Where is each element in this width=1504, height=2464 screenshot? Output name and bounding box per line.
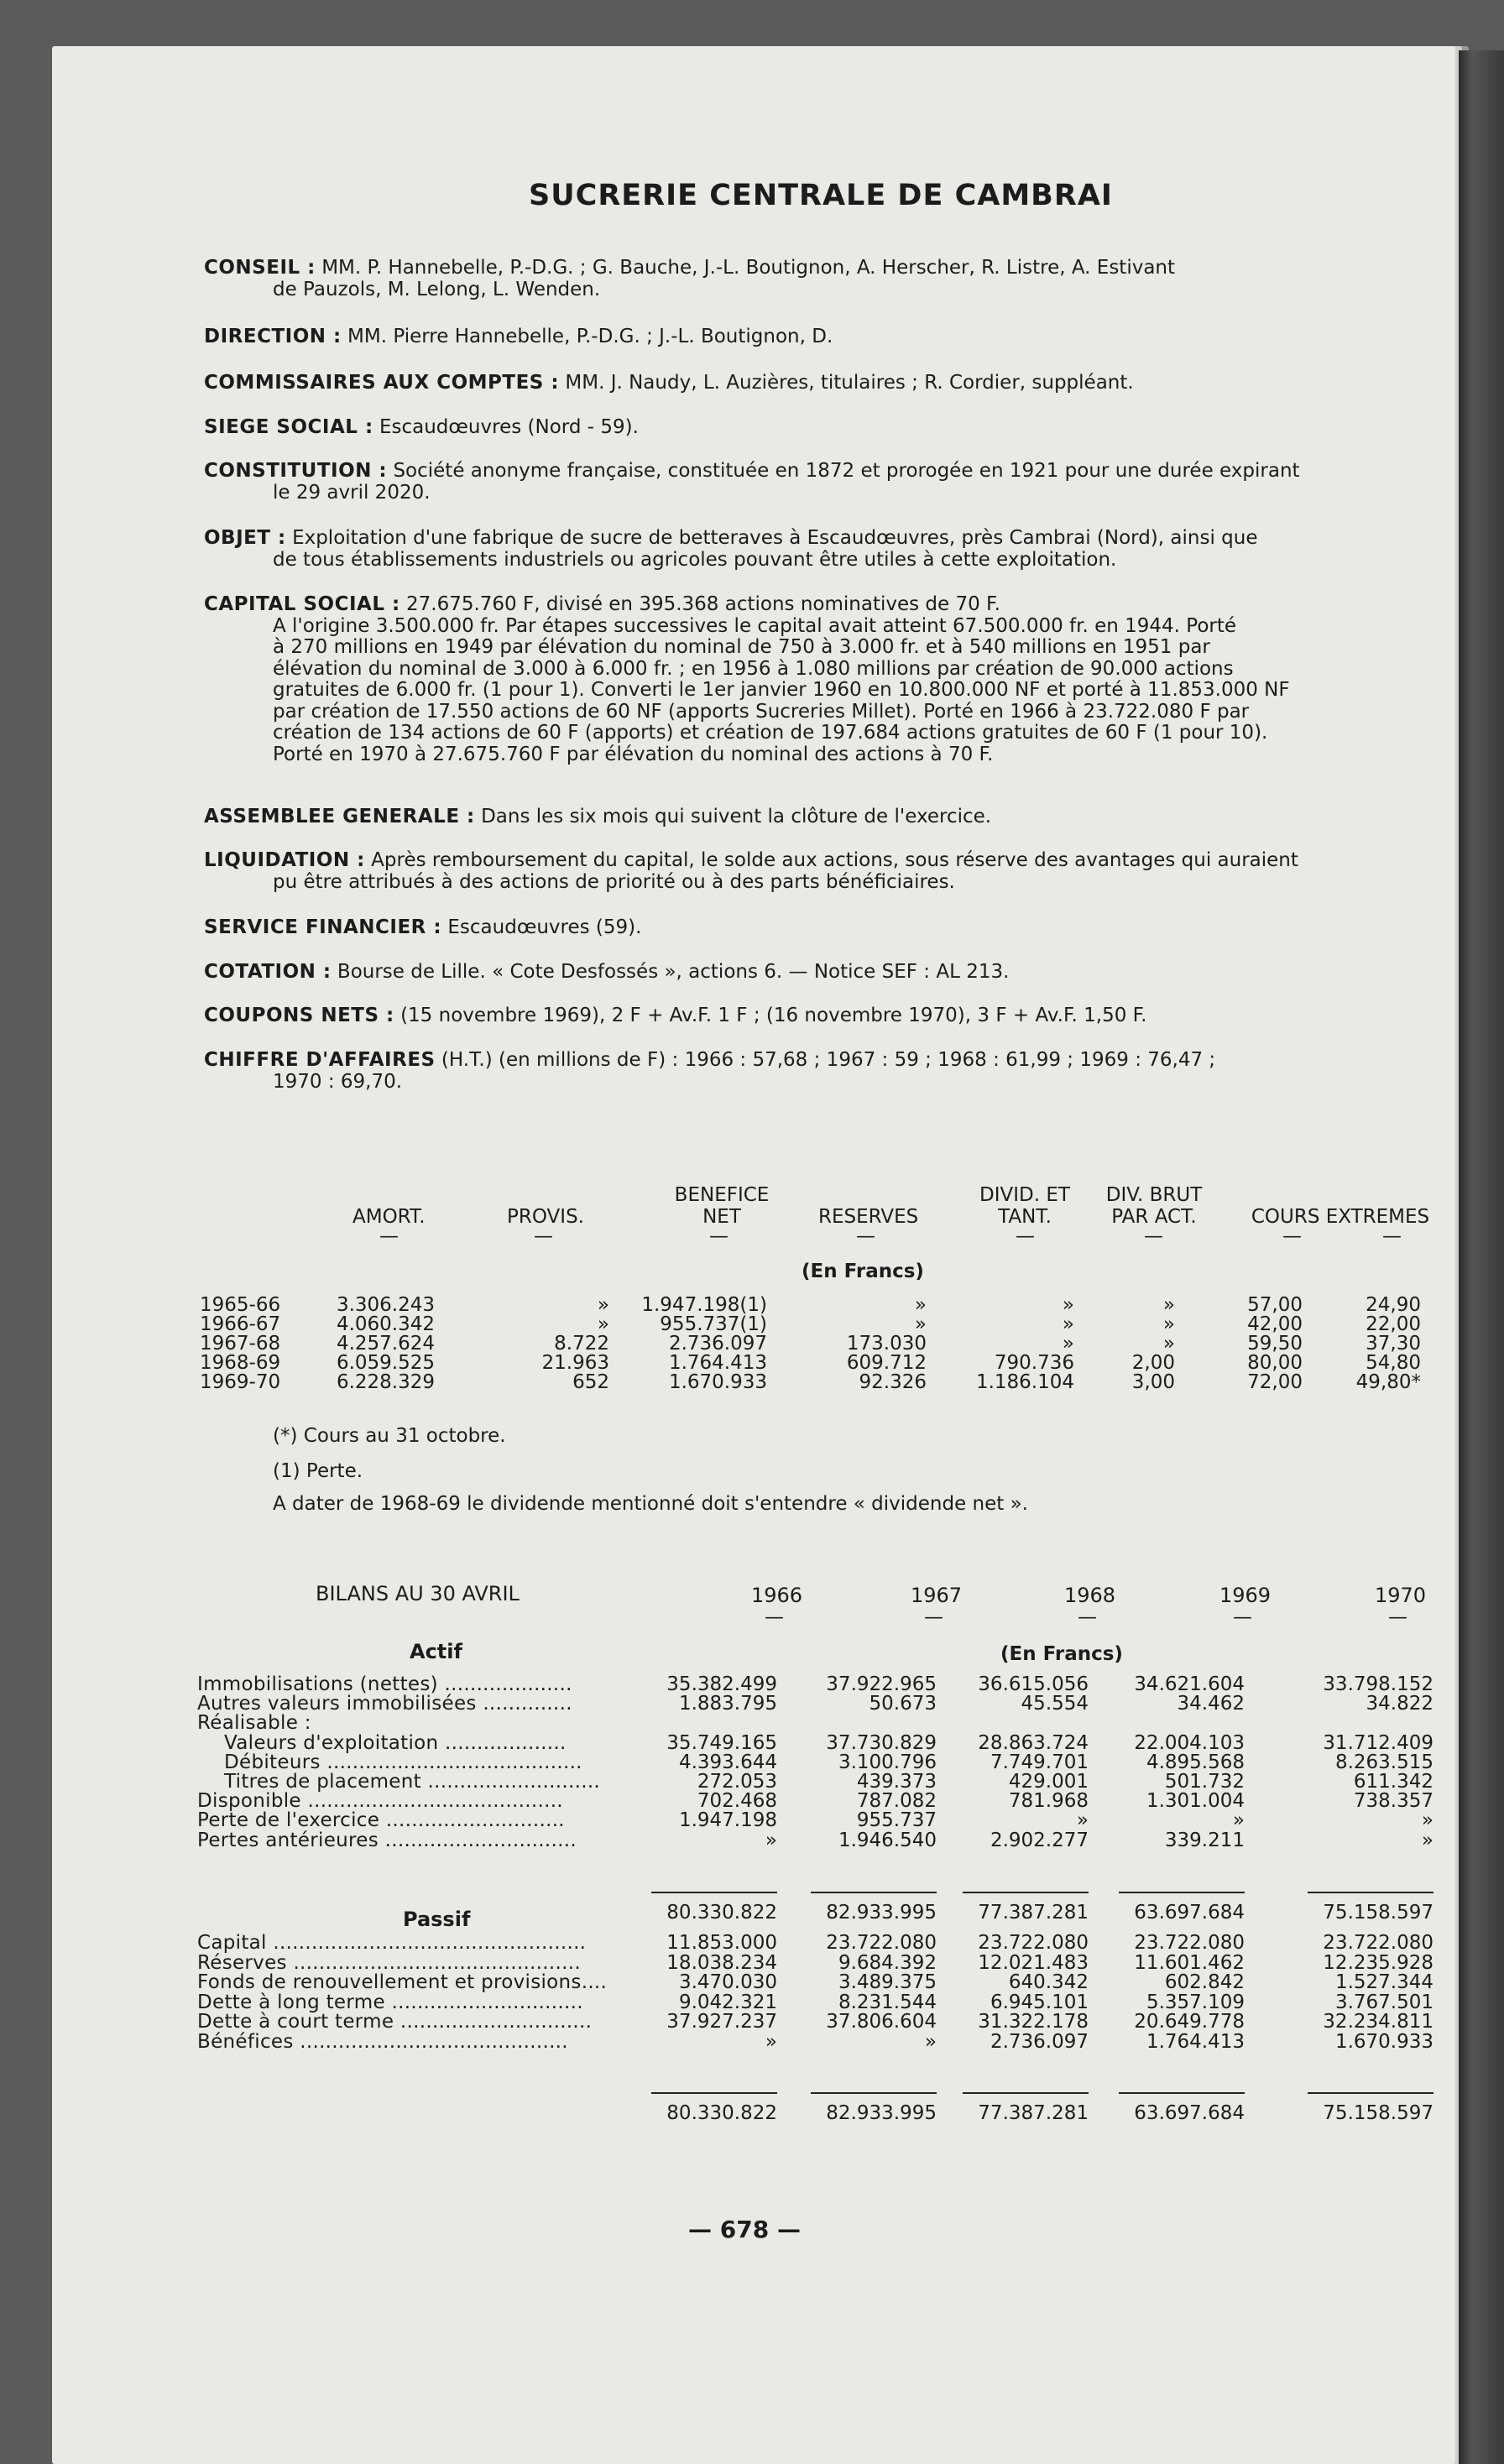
cell-value: 22,00 bbox=[1366, 1313, 1421, 1335]
passif-value: 12.021.483 bbox=[978, 1951, 1089, 1974]
passif-value: 3.470.030 bbox=[678, 1971, 777, 1994]
section-liquidation bbox=[204, 849, 1446, 893]
cell-value: 3,00 bbox=[1131, 1371, 1175, 1393]
page-title: SUCRERIE CENTRALE DE CAMBRAI bbox=[529, 179, 1113, 212]
actif-value: 36.615.056 bbox=[978, 1673, 1089, 1695]
actif-value: 37.730.829 bbox=[826, 1731, 937, 1754]
header-dash: — bbox=[379, 1225, 399, 1247]
header-dash: — bbox=[1382, 1225, 1402, 1247]
actif-value: 272.053 bbox=[697, 1771, 777, 1793]
total-rule bbox=[963, 1892, 1089, 1893]
actif-row bbox=[0, 1751, 1504, 1773]
header-dash: — bbox=[1016, 1225, 1035, 1247]
capital-line: élévation du nominal de 3.000 à 6.000 fr. ; en 1956 à 1.080 millions par création de 90.000 actions bbox=[273, 657, 1234, 680]
cell-value: 173.030 bbox=[846, 1333, 927, 1355]
passif-value: 37.806.604 bbox=[826, 2011, 937, 2033]
total-value: 63.697.684 bbox=[1134, 1902, 1245, 1924]
section-siege bbox=[204, 416, 1446, 438]
actif-value: 702.468 bbox=[697, 1790, 777, 1813]
actif-value: 35.749.165 bbox=[666, 1731, 777, 1754]
col-header-div-brut: DIV. BRUT PAR ACT. bbox=[1105, 1184, 1203, 1228]
actif-label: Immobilisations (nettes) .................... bbox=[197, 1673, 572, 1695]
section-text: 27.675.760 F, divisé en 395.368 actions nominatives de 70 F. bbox=[406, 593, 1000, 615]
row-period: 1965-66 bbox=[200, 1294, 281, 1316]
note-cours: (*) Cours au 31 octobre. bbox=[273, 1425, 506, 1447]
bilan-year: 1969 bbox=[1219, 1584, 1272, 1607]
actif-value: 1.946.540 bbox=[838, 1829, 937, 1851]
passif-value: » bbox=[765, 2031, 777, 2053]
actif-row bbox=[0, 1790, 1504, 1812]
section-key: ASSEMBLEE GENERALE : bbox=[204, 806, 475, 827]
cell-value: 1.186.104 bbox=[975, 1371, 1074, 1393]
cell-value: 80,00 bbox=[1247, 1352, 1303, 1374]
cell-value: 54,80 bbox=[1366, 1352, 1421, 1374]
total-rule bbox=[651, 1892, 777, 1893]
actif-value: 339.211 bbox=[1164, 1829, 1245, 1851]
section-text: MM. P. Hannebelle, P.-D.G. ; G. Bauche, J.-L. Boutignon, A. Herscher, R. Listre, A. Estivant bbox=[321, 257, 1176, 279]
actif-row bbox=[0, 1693, 1504, 1715]
actif-value: 501.732 bbox=[1164, 1771, 1245, 1793]
cell-value: 37,30 bbox=[1366, 1333, 1421, 1355]
section-text: Société anonyme française, constituée en 1872 et prorogée en 1921 pour une durée expirant bbox=[393, 460, 1300, 482]
cell-value: 72,00 bbox=[1247, 1371, 1303, 1393]
cell-value: 2.736.097 bbox=[668, 1333, 767, 1355]
cell-value: 4.257.624 bbox=[336, 1333, 435, 1355]
actif-value: 22.004.103 bbox=[1134, 1731, 1245, 1754]
passif-value: 1.764.413 bbox=[1146, 2031, 1245, 2053]
total-value: 80.330.822 bbox=[666, 1902, 777, 1924]
header-dash: — bbox=[709, 1225, 728, 1247]
actif-value: 34.462 bbox=[1177, 1693, 1245, 1715]
col-header-divid: DIVID. ET TANT. bbox=[979, 1184, 1070, 1228]
actif-label: Réalisable : bbox=[197, 1712, 311, 1735]
actif-value: 50.673 bbox=[869, 1693, 937, 1715]
section-text: (H.T.) (en millions de F) : 1966 : 57,68 ; 1967 : 59 ; 1968 : 61,99 ; 1969 : 76,47 ; bbox=[441, 1049, 1216, 1071]
total-value: 80.330.822 bbox=[666, 2102, 777, 2124]
section-key: CHIFFRE D'AFFAIRES bbox=[204, 1049, 436, 1071]
actif-value: 35.382.499 bbox=[666, 1673, 777, 1695]
section-text: Escaudœuvres (59). bbox=[447, 916, 642, 938]
section-key: SERVICE FINANCIER : bbox=[204, 916, 442, 938]
passif-value: 1.670.933 bbox=[1334, 2031, 1434, 2053]
actif-value: » bbox=[1421, 1829, 1434, 1851]
section-text: Escaudœuvres (Nord - 59). bbox=[379, 416, 639, 438]
actif-row bbox=[0, 1673, 1504, 1695]
actif-value: 1.301.004 bbox=[1146, 1790, 1245, 1813]
row-period: 1967-68 bbox=[200, 1333, 281, 1355]
actif-value: 28.863.724 bbox=[978, 1731, 1089, 1754]
cell-value: 652 bbox=[572, 1371, 609, 1393]
section-key: SIEGE SOCIAL : bbox=[204, 416, 373, 438]
table-row bbox=[0, 1371, 1504, 1393]
passif-label: Bénéfices .......................................... bbox=[197, 2031, 568, 2053]
bilan-year: 1970 bbox=[1375, 1584, 1427, 1607]
actif-label: Pertes antérieures .............................. bbox=[197, 1829, 577, 1851]
section-key: LIQUIDATION : bbox=[204, 849, 365, 871]
year-dash: — bbox=[1078, 1606, 1097, 1628]
cell-value: » bbox=[597, 1313, 609, 1335]
section-direction bbox=[204, 326, 1446, 347]
section-coupons bbox=[204, 1005, 1446, 1026]
capital-line: Porté en 1970 à 27.675.760 F par élévation du nominal des actions à 70 F. bbox=[273, 743, 994, 765]
total-rule bbox=[651, 2092, 777, 2094]
actif-value: 8.263.515 bbox=[1334, 1751, 1434, 1773]
book-edge bbox=[1459, 50, 1504, 2464]
cell-value: 21.963 bbox=[541, 1352, 609, 1374]
section-text-2: de Pauzols, M. Lelong, L. Wenden. bbox=[273, 279, 601, 300]
total-rule bbox=[1308, 1892, 1434, 1893]
row-period: 1966-67 bbox=[200, 1313, 281, 1335]
cell-value: 2,00 bbox=[1131, 1352, 1175, 1374]
passif-value: 9.684.392 bbox=[838, 1951, 937, 1974]
actif-value: 4.895.568 bbox=[1146, 1751, 1245, 1773]
passif-value: 3.767.501 bbox=[1334, 1991, 1434, 2013]
total-rule bbox=[811, 2092, 937, 2094]
section-assemblee bbox=[204, 806, 1446, 827]
section-capital bbox=[204, 594, 1446, 765]
cell-value: » bbox=[1162, 1294, 1175, 1316]
total-value: 77.387.281 bbox=[978, 2102, 1089, 2124]
actif-value: » bbox=[1076, 1809, 1089, 1832]
section-text: Dans les six mois qui suivent la clôture de l'exercice. bbox=[481, 806, 992, 827]
cell-value: 6.228.329 bbox=[336, 1371, 435, 1393]
passif-value: 12.235.928 bbox=[1323, 1951, 1434, 1974]
cell-value: 24,90 bbox=[1366, 1294, 1421, 1316]
total-value: 82.933.995 bbox=[826, 1902, 937, 1924]
total-rule bbox=[1308, 2092, 1434, 2094]
passif-value: 2.736.097 bbox=[990, 2031, 1089, 2053]
actif-value: 429.001 bbox=[1008, 1771, 1089, 1793]
section-key: COMMISSAIRES AUX COMPTES : bbox=[204, 372, 560, 394]
header-dash: — bbox=[1282, 1225, 1302, 1247]
cell-value: 8.722 bbox=[554, 1333, 609, 1355]
section-text: MM. J. Naudy, L. Auzières, titulaires ; R. Cordier, suppléant. bbox=[565, 372, 1134, 394]
cell-value: 42,00 bbox=[1247, 1313, 1303, 1335]
section-key: DIRECTION : bbox=[204, 326, 342, 347]
section-key: COUPONS NETS : bbox=[204, 1005, 394, 1026]
actif-value: 37.922.965 bbox=[826, 1673, 937, 1695]
actif-value: 4.393.644 bbox=[678, 1751, 777, 1773]
section-text-2: 1970 : 69,70. bbox=[273, 1071, 403, 1093]
cell-value: 790.736 bbox=[994, 1352, 1074, 1374]
actif-label: Actif bbox=[410, 1640, 462, 1663]
cell-value: 59,50 bbox=[1247, 1333, 1303, 1355]
actif-label: Perte de l'exercice ............................ bbox=[197, 1809, 565, 1832]
passif-value: 11.853.000 bbox=[666, 1932, 777, 1954]
total-value: 75.158.597 bbox=[1323, 2102, 1434, 2124]
section-constitution bbox=[204, 460, 1446, 504]
actif-value: 781.968 bbox=[1008, 1790, 1089, 1813]
actif-value: 34.621.604 bbox=[1134, 1673, 1245, 1695]
actif-label: Débiteurs ........................................ bbox=[224, 1751, 582, 1773]
actif-row bbox=[0, 1830, 1504, 1851]
actif-row bbox=[0, 1771, 1504, 1793]
passif-value: 602.842 bbox=[1164, 1971, 1245, 1994]
passif-value: 3.489.375 bbox=[838, 1971, 937, 1994]
capital-line: A l'origine 3.500.000 fr. Par étapes successives le capital avait atteint 67.500.000 fr. en 1944. Porté bbox=[273, 614, 1237, 637]
section-text: MM. Pierre Hannebelle, P.-D.G. ; J.-L. Boutignon, D. bbox=[347, 326, 833, 347]
col-header-amort: AMORT. bbox=[352, 1206, 426, 1228]
page-number: — 678 — bbox=[688, 2216, 801, 2243]
note-perte: (1) Perte. bbox=[273, 1460, 363, 1482]
bilan-year: 1967 bbox=[911, 1584, 963, 1607]
section-cotation bbox=[204, 961, 1446, 983]
header-dash: — bbox=[1144, 1225, 1163, 1247]
actif-value: 31.712.409 bbox=[1323, 1731, 1434, 1754]
cell-value: » bbox=[1062, 1313, 1074, 1335]
section-text: (15 novembre 1969), 2 F + Av.F. 1 F ; (16 novembre 1970), 3 F + Av.F. 1,50 F. bbox=[400, 1005, 1147, 1026]
bilan-year: 1966 bbox=[751, 1584, 803, 1607]
actif-value: 738.357 bbox=[1353, 1790, 1434, 1813]
actif-row bbox=[0, 1712, 1504, 1734]
passif-label: Fonds de renouvellement et provisions.... bbox=[197, 1971, 608, 1994]
passif-value: 23.722.080 bbox=[1134, 1932, 1245, 1954]
passif-value: 18.038.234 bbox=[666, 1951, 777, 1974]
year-dash: — bbox=[1233, 1606, 1252, 1628]
passif-row bbox=[0, 2011, 1504, 2033]
section-text-2: le 29 avril 2020. bbox=[273, 482, 431, 504]
capital-line: gratuites de 6.000 fr. (1 pour 1). Converti le 1er janvier 1960 en 10.800.000 NF et porté à 11.853.000 NF bbox=[273, 679, 1290, 701]
actif-value: » bbox=[1421, 1809, 1434, 1832]
passif-label: Capital ................................................. bbox=[197, 1932, 587, 1954]
passif-value: 23.722.080 bbox=[978, 1932, 1089, 1954]
cell-value: 49,80* bbox=[1355, 1371, 1421, 1393]
total-value: 82.933.995 bbox=[826, 2102, 937, 2124]
passif-value: 5.357.109 bbox=[1146, 1991, 1245, 2013]
total-rule bbox=[1119, 2092, 1245, 2094]
section-key: CONSEIL : bbox=[204, 257, 316, 279]
year-dash: — bbox=[1388, 1606, 1407, 1628]
passif-value: 640.342 bbox=[1008, 1971, 1089, 1994]
col-header-cours: COURS EXTREMES bbox=[1251, 1206, 1430, 1228]
cell-value: 57,00 bbox=[1247, 1294, 1303, 1316]
passif-label: Passif bbox=[403, 1908, 471, 1931]
capital-line: par création de 17.550 actions de 60 NF (apports Sucreries Millet). Porté en 1966 à 23.722.080 F par bbox=[273, 700, 1250, 723]
cell-value: 1.764.413 bbox=[668, 1352, 767, 1374]
year-dash: — bbox=[765, 1606, 784, 1628]
actif-value: 787.082 bbox=[856, 1790, 937, 1813]
actif-value: 33.798.152 bbox=[1323, 1673, 1434, 1695]
section-text: Bourse de Lille. « Cote Desfossés », actions 6. — Notice SEF : AL 213. bbox=[337, 961, 1010, 983]
bilans-unit: (En Francs) bbox=[1000, 1643, 1123, 1665]
passif-value: 37.927.237 bbox=[666, 2011, 777, 2033]
actif-value: 7.749.701 bbox=[990, 1751, 1089, 1773]
table-unit: (En Francs) bbox=[802, 1261, 924, 1282]
row-period: 1969-70 bbox=[200, 1371, 281, 1393]
passif-value: 23.722.080 bbox=[826, 1932, 937, 1954]
cell-value: 955.737(1) bbox=[660, 1313, 767, 1335]
actif-value: 1.883.795 bbox=[678, 1693, 777, 1715]
cell-value: 609.712 bbox=[846, 1352, 927, 1374]
passif-row bbox=[0, 1992, 1504, 2013]
actif-value: 1.947.198 bbox=[678, 1809, 777, 1832]
cell-value: » bbox=[1162, 1333, 1175, 1355]
total-value: 63.697.684 bbox=[1134, 2102, 1245, 2124]
actif-label: Disponible ........................................ bbox=[197, 1790, 563, 1813]
section-commissaires bbox=[204, 372, 1446, 394]
section-key: OBJET : bbox=[204, 527, 286, 549]
cell-value: » bbox=[1162, 1313, 1175, 1335]
total-value: 75.158.597 bbox=[1323, 1902, 1434, 1924]
section-text-2: pu être attribués à des actions de priorité ou à des parts bénéficiaires. bbox=[273, 871, 955, 893]
total-rule bbox=[963, 2092, 1089, 2094]
cell-value: » bbox=[914, 1294, 927, 1316]
cell-value: 92.326 bbox=[859, 1371, 927, 1393]
actif-value: » bbox=[765, 1829, 777, 1851]
passif-value: 1.527.344 bbox=[1334, 1971, 1434, 1994]
actif-value: 2.902.277 bbox=[990, 1829, 1089, 1851]
section-key: CAPITAL SOCIAL : bbox=[204, 593, 400, 615]
passif-value: 31.322.178 bbox=[978, 2011, 1089, 2033]
passif-row bbox=[0, 1971, 1504, 1993]
cell-value: » bbox=[597, 1294, 609, 1316]
actif-row bbox=[0, 1732, 1504, 1754]
total-rule bbox=[811, 1892, 937, 1893]
passif-label: Dette à court terme .............................. bbox=[197, 2011, 593, 2033]
passif-value: 6.945.101 bbox=[990, 1991, 1089, 2013]
bilans-title: BILANS AU 30 AVRIL bbox=[316, 1582, 520, 1605]
section-chiffre-affaires bbox=[204, 1049, 1446, 1093]
actif-value: 45.554 bbox=[1021, 1693, 1089, 1715]
capital-line: à 270 millions en 1949 par élévation du nominal de 750 à 3.000 fr. et à 540 millions en 1951 par bbox=[273, 636, 1210, 658]
section-key: COTATION : bbox=[204, 961, 332, 983]
section-key: CONSTITUTION : bbox=[204, 460, 388, 482]
cell-value: 4.060.342 bbox=[336, 1313, 435, 1335]
actif-value: 955.737 bbox=[856, 1809, 937, 1832]
actif-label: Titres de placement ........................... bbox=[224, 1771, 601, 1793]
actif-value: 611.342 bbox=[1353, 1771, 1434, 1793]
passif-value: 20.649.778 bbox=[1134, 2011, 1245, 2033]
actif-row bbox=[0, 1809, 1504, 1831]
passif-value: » bbox=[924, 2031, 937, 2053]
row-period: 1968-69 bbox=[200, 1352, 281, 1374]
actif-value: 34.822 bbox=[1366, 1693, 1434, 1715]
total-rule bbox=[1119, 1892, 1245, 1893]
col-header-benefice: BENEFICE NET bbox=[674, 1184, 770, 1228]
cell-value: » bbox=[914, 1313, 927, 1335]
passif-value: 11.601.462 bbox=[1134, 1951, 1245, 1974]
note-dividende: A dater de 1968-69 le dividende mentionné doit s'entendre « dividende net ». bbox=[273, 1493, 1028, 1515]
passif-value: 8.231.544 bbox=[838, 1991, 937, 2013]
section-text: Exploitation d'une fabrique de sucre de betteraves à Escaudœuvres, près Cambrai (Nord), ainsi que bbox=[292, 527, 1258, 549]
capital-line: création de 134 actions de 60 F (apports) et création de 197.684 actions gratuites de 60 F (1 pour 10). bbox=[273, 722, 1268, 744]
passif-value: 23.722.080 bbox=[1323, 1932, 1434, 1954]
bilan-year: 1968 bbox=[1064, 1584, 1116, 1607]
col-header-reserves: RESERVES bbox=[818, 1206, 919, 1228]
actif-label: Autres valeurs immobilisées .............. bbox=[197, 1693, 572, 1715]
passif-row bbox=[0, 1932, 1504, 1954]
col-header-provis: PROVIS. bbox=[507, 1206, 584, 1228]
section-service-financier bbox=[204, 916, 1446, 938]
passif-row bbox=[0, 2031, 1504, 2053]
cell-value: 1.670.933 bbox=[668, 1371, 767, 1393]
actif-value: 439.373 bbox=[856, 1771, 937, 1793]
actif-label: Valeurs d'exploitation ................... bbox=[224, 1731, 567, 1754]
year-dash: — bbox=[924, 1606, 943, 1628]
passif-value: 9.042.321 bbox=[678, 1991, 777, 2013]
cell-value: 1.947.198(1) bbox=[641, 1294, 767, 1316]
passif-row bbox=[0, 1952, 1504, 1974]
cell-value: 6.059.525 bbox=[336, 1352, 435, 1374]
header-dash: — bbox=[534, 1225, 553, 1247]
section-text: Après remboursement du capital, le solde aux actions, sous réserve des avantages qui auraient bbox=[371, 849, 1298, 871]
header-dash: — bbox=[856, 1225, 875, 1247]
passif-label: Réserves ............................................. bbox=[197, 1951, 581, 1974]
total-value: 77.387.281 bbox=[978, 1902, 1089, 1924]
page-sheet bbox=[52, 46, 1455, 2464]
section-text-2: de tous établissements industriels ou agricoles pouvant être utiles à cette exploitation. bbox=[273, 549, 1117, 571]
cell-value: » bbox=[1062, 1333, 1074, 1355]
passif-label: Dette à long terme .............................. bbox=[197, 1991, 583, 2013]
section-objet bbox=[204, 527, 1446, 571]
actif-value: 3.100.796 bbox=[838, 1751, 937, 1773]
cell-value: 3.306.243 bbox=[336, 1294, 435, 1316]
actif-value: » bbox=[1232, 1809, 1245, 1832]
passif-value: 32.234.811 bbox=[1323, 2011, 1434, 2033]
section-conseil bbox=[204, 257, 1446, 300]
cell-value: » bbox=[1062, 1294, 1074, 1316]
